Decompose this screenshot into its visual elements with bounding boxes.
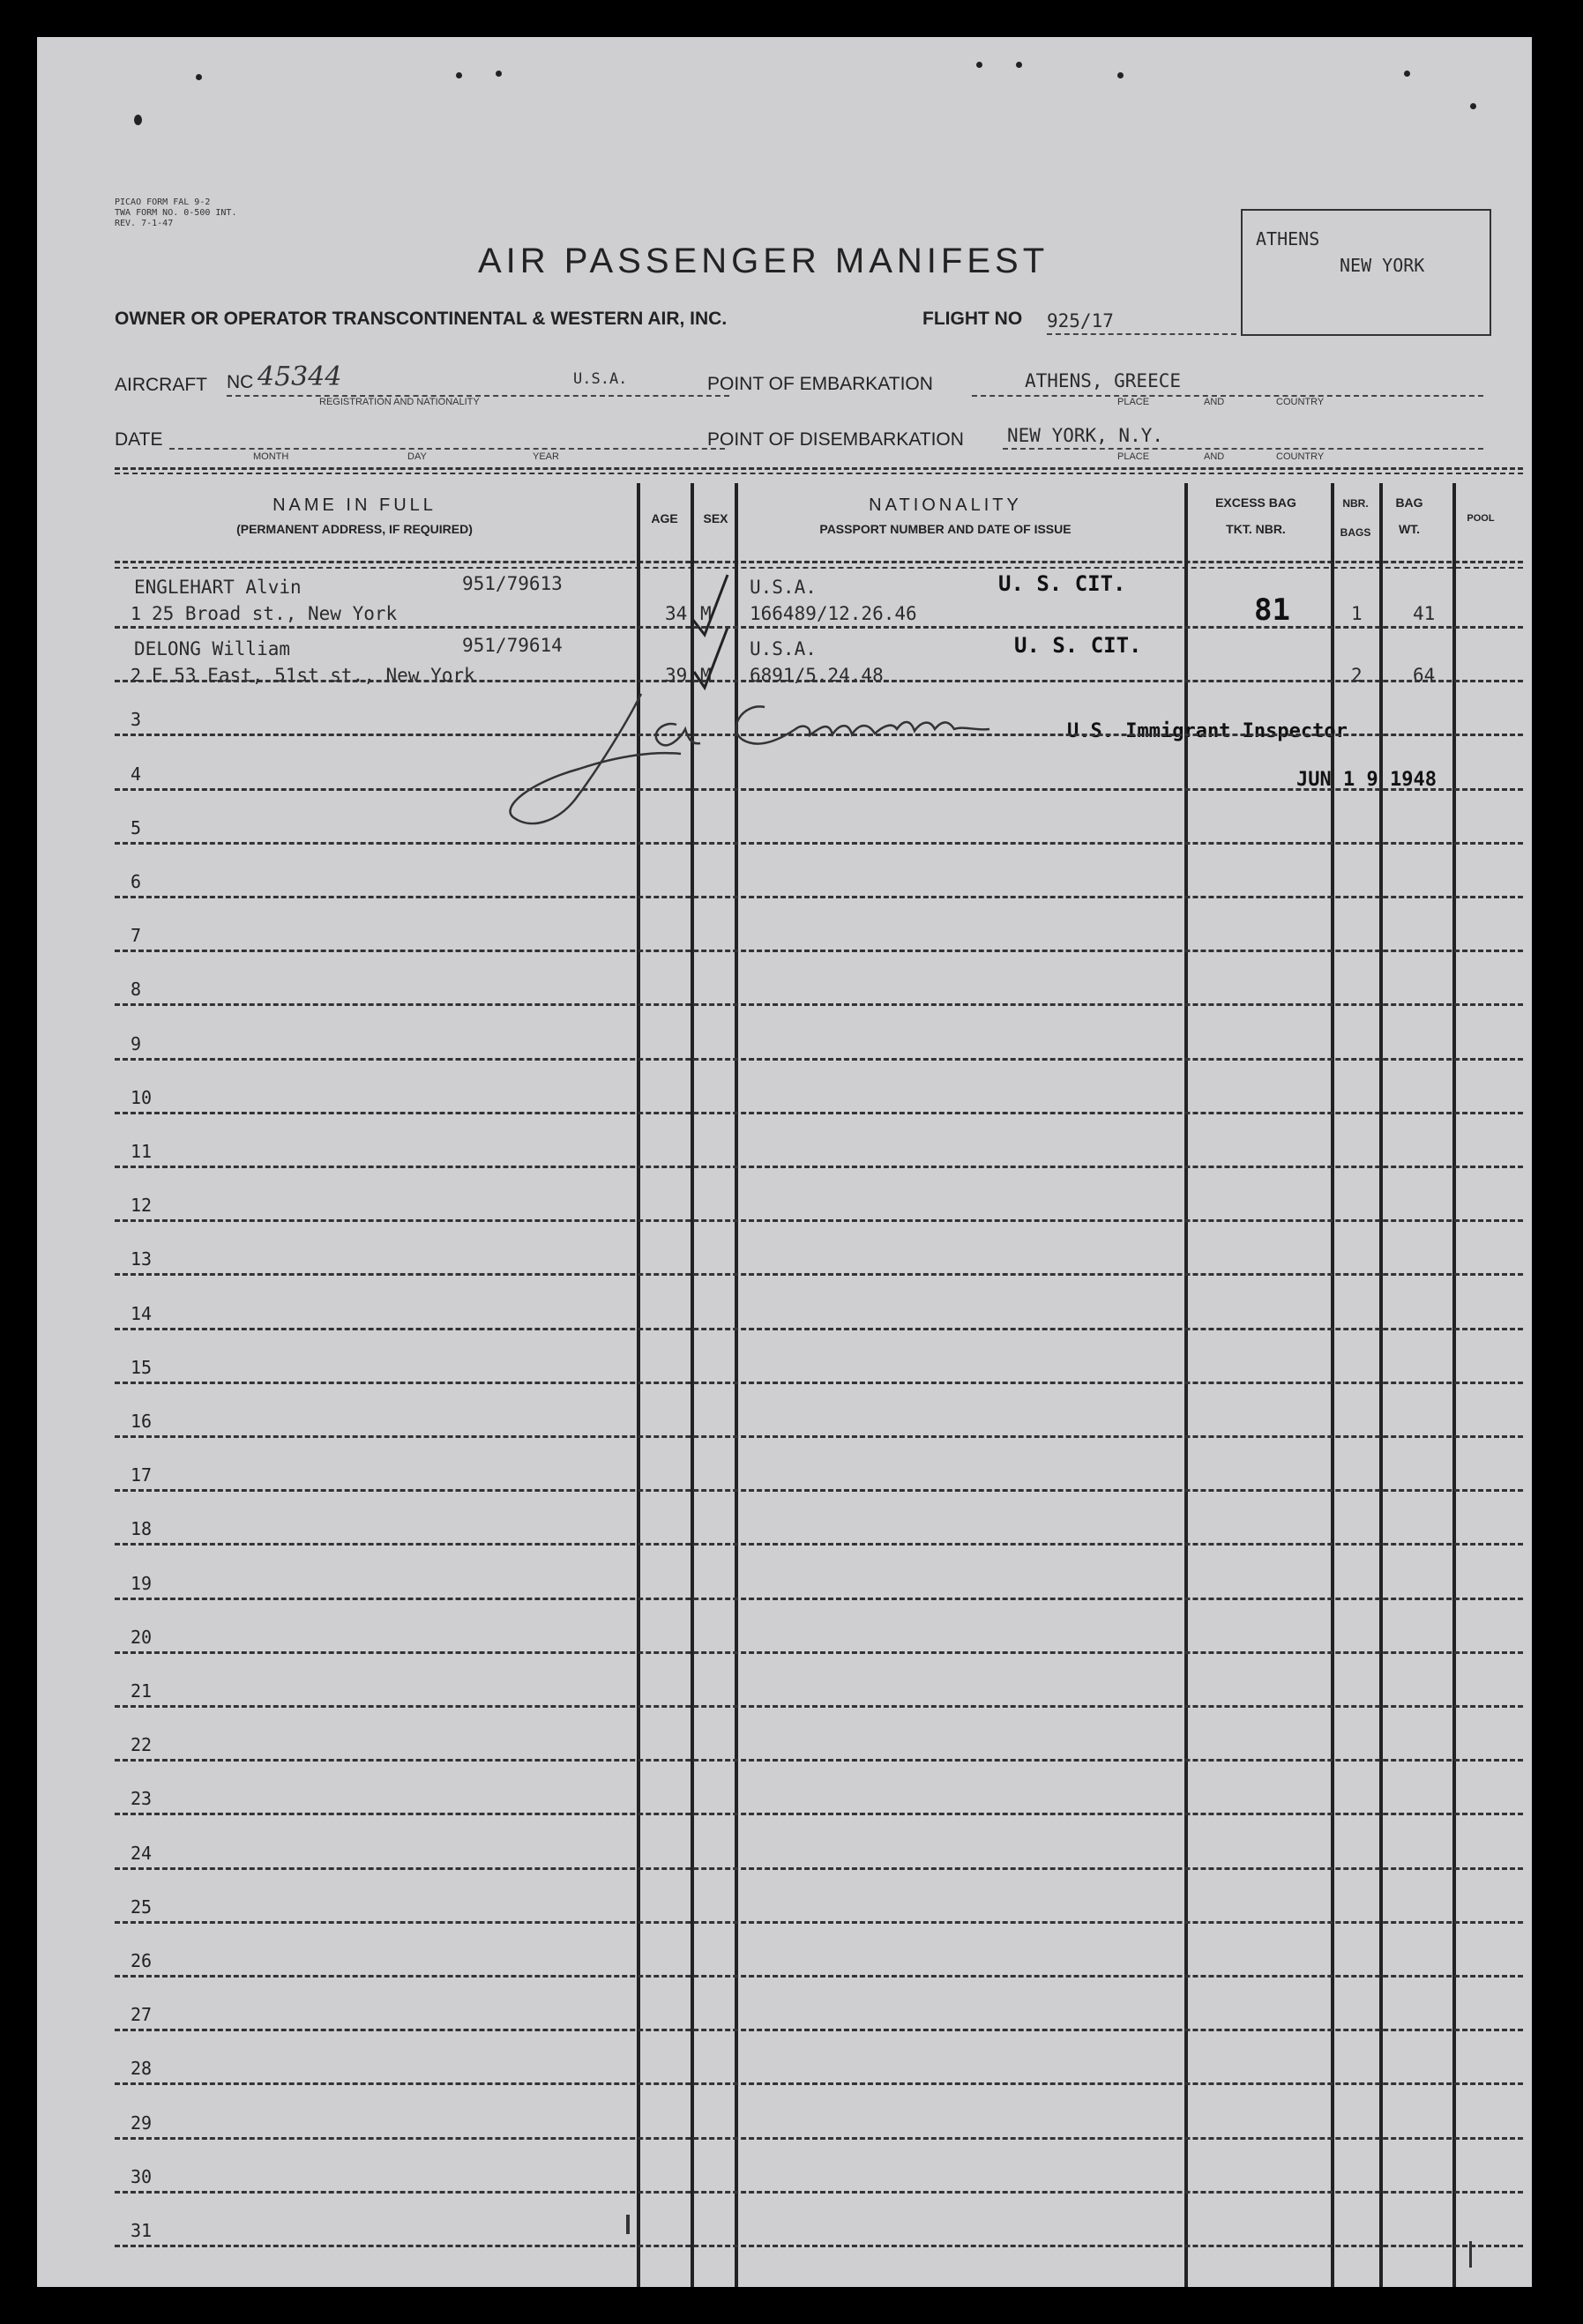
row-rule (115, 2245, 1523, 2247)
passenger-2-address: E 53 East, 51st st., New York (152, 665, 475, 686)
speck (1404, 71, 1410, 77)
col-excess-subheader: TKT. NBR. (1226, 522, 1286, 536)
col-sex-header: SEX (703, 511, 728, 525)
col-age-header: AGE (651, 511, 678, 525)
registration-caption: REGISTRATION AND NATIONALITY (319, 397, 480, 407)
row-number: 22 (131, 1734, 153, 1755)
manifest-sheet (37, 37, 1532, 2287)
row-number: 23 (131, 1788, 153, 1809)
row-number: 9 (131, 1033, 142, 1054)
row-rule (115, 1328, 1523, 1330)
row-rule (115, 1435, 1523, 1438)
col-divider-pool (1452, 483, 1456, 2287)
passenger-2-bag-weight: 64 (1413, 665, 1436, 686)
inspector-stamp: U.S. Immigrant Inspector (1067, 720, 1348, 742)
row-number: 26 (131, 1950, 153, 1971)
passenger-1-nationality: U.S.A. (750, 577, 817, 598)
row-number: 8 (131, 979, 142, 1000)
passenger-1-excess-ticket: 81 (1254, 592, 1290, 628)
row-rule (115, 1867, 1523, 1870)
passenger-1-age: 34 (665, 603, 688, 624)
month-caption: MONTH (253, 451, 289, 462)
year-caption: YEAR (533, 451, 559, 462)
col-divider-bagwt (1379, 483, 1383, 2287)
row-rule (115, 2137, 1523, 2140)
col-nbr-header: NBR. (1342, 497, 1369, 510)
row-rule (115, 1003, 1523, 1006)
col-name-subheader: (PERMANENT ADDRESS, IF REQUIRED) (236, 522, 473, 536)
row-number: 15 (131, 1357, 153, 1378)
passenger-2-nbr-bags: 2 (1351, 665, 1363, 686)
row-number: 12 (131, 1195, 153, 1216)
header-top-rule (115, 467, 1523, 470)
row-rule (115, 1166, 1523, 1168)
aircraft-number: 45344 (258, 361, 342, 392)
flight-label: FLIGHT NO (922, 309, 1023, 329)
form-code: PICAO FORM FAL 9-2 TWA FORM NO. 0-500 INT. REV. 7-1-47 (115, 197, 237, 228)
flight-number: 925/17 (1047, 310, 1114, 331)
passenger-2-citizen-stamp: U. S. CIT. (1014, 633, 1142, 658)
passenger-1-passport: 166489/12.26.46 (750, 603, 917, 624)
passenger-1-name: ENGLEHART Alvin (134, 577, 302, 598)
row-rule (115, 1975, 1523, 1978)
row-number: 14 (131, 1303, 153, 1324)
col-bagwt-subheader: WT. (1398, 522, 1421, 536)
row-rule (115, 1543, 1523, 1546)
passenger-2-passport: 6891/5.24.48 (750, 665, 884, 686)
aircraft-nationality: U.S.A. (573, 370, 628, 388)
passenger-2-age: 39 (665, 665, 688, 686)
disembark-rule (1003, 448, 1483, 450)
passenger-1-bag-weight: 41 (1413, 603, 1436, 624)
row-rule (115, 734, 1523, 736)
row-rule (115, 1273, 1523, 1276)
row-number: 2 (131, 665, 142, 686)
inspector-signature (496, 667, 1007, 835)
disembark-country-caption: COUNTRY (1276, 451, 1325, 462)
disembark-label: POINT OF DISEMBARKATION (707, 429, 964, 450)
row-rule (115, 1598, 1523, 1600)
disembark-value: NEW YORK, N.Y. (1007, 425, 1164, 446)
row-rule (115, 1651, 1523, 1654)
col-passport-header: PASSPORT NUMBER AND DATE OF ISSUE (819, 522, 1072, 536)
col-name-header: NAME IN FULL (273, 495, 437, 515)
col-bags-header: BAGS (1340, 526, 1371, 539)
flight-rule (1047, 333, 1236, 335)
speck (196, 74, 202, 80)
row-number: 28 (131, 2058, 153, 2079)
row-number: 1 (131, 603, 142, 624)
row-number: 13 (131, 1248, 153, 1270)
row-number: 11 (131, 1141, 153, 1162)
header-bottom-rule-2 (115, 567, 1523, 569)
header-top-rule-2 (115, 473, 1523, 474)
col-nationality-header: NATIONALITY (869, 495, 1022, 515)
inspector-date: JUN 1 9 1948 (1296, 769, 1437, 791)
row-rule (115, 2082, 1523, 2085)
speck (496, 71, 502, 77)
row-rule (115, 788, 1523, 791)
row-number: 24 (131, 1843, 153, 1864)
col-bagwt-header: BAG (1395, 495, 1423, 510)
page-title: AIR PASSENGER MANIFEST (478, 242, 1049, 280)
row-rule (115, 1058, 1523, 1061)
route-from: ATHENS (1256, 228, 1320, 250)
row-rule (115, 1921, 1523, 1924)
row-number: 16 (131, 1411, 153, 1432)
passenger-1-address: 25 Broad st., New York (152, 603, 398, 624)
row-number: 18 (131, 1518, 153, 1539)
row-number: 30 (131, 2166, 153, 2187)
speck (976, 62, 982, 68)
row-number: 25 (131, 1896, 153, 1918)
route-to: NEW YORK (1340, 255, 1425, 276)
row-rule (115, 626, 1523, 629)
row-rule (115, 1112, 1523, 1114)
row-rule (115, 1813, 1523, 1815)
row-number: 17 (131, 1464, 153, 1486)
row-number: 3 (131, 709, 142, 730)
col-excess-header: EXCESS BAG (1215, 495, 1296, 510)
row-number: 10 (131, 1087, 153, 1108)
row-rule (115, 1759, 1523, 1762)
passenger-1-nbr-bags: 1 (1351, 603, 1363, 624)
speck (1117, 72, 1124, 78)
day-caption: DAY (407, 451, 427, 462)
row-number: 7 (131, 925, 142, 946)
row-rule (115, 950, 1523, 952)
row-number: 29 (131, 2112, 153, 2134)
row-rule (115, 896, 1523, 898)
row-rule (115, 1219, 1523, 1222)
header-bottom-rule (115, 561, 1523, 563)
passenger-1-sex: M (700, 603, 712, 624)
speck (134, 115, 142, 125)
date-rule (169, 448, 725, 450)
passenger-2-ticket: 951/79614 (462, 635, 563, 656)
passenger-2-nationality: U.S.A. (750, 638, 817, 659)
row-rule (115, 680, 1523, 682)
pen-mark (626, 2215, 630, 2234)
row-rule (115, 1489, 1523, 1492)
row-rule (115, 1382, 1523, 1384)
aircraft-prefix: NC (227, 372, 254, 392)
row-number: 19 (131, 1573, 153, 1594)
row-rule (115, 842, 1523, 845)
pen-mark (1469, 2241, 1472, 2268)
row-rule (115, 2191, 1523, 2194)
passenger-1-citizen-stamp: U. S. CIT. (998, 571, 1126, 596)
embark-country-caption: COUNTRY (1276, 397, 1325, 407)
embark-place-caption: PLACE (1117, 397, 1150, 407)
col-pool-header: POOL (1467, 513, 1495, 524)
date-label: DATE (115, 429, 163, 450)
speck (456, 72, 462, 78)
row-rule (115, 1705, 1523, 1708)
passenger-2-sex: M (700, 665, 712, 686)
row-number: 31 (131, 2220, 153, 2241)
disembark-place-caption: PLACE (1117, 451, 1150, 462)
speck (1016, 62, 1022, 68)
disembark-and-caption: AND (1204, 451, 1225, 462)
owner-label: OWNER OR OPERATOR TRANSCONTINENTAL & WESTERN AIR, INC. (115, 309, 728, 329)
embark-label: POINT OF EMBARKATION (707, 374, 933, 394)
aircraft-label: AIRCRAFT (115, 375, 207, 395)
row-number: 5 (131, 817, 142, 838)
passenger-1-ticket: 951/79613 (462, 573, 563, 594)
route-box (1241, 209, 1491, 336)
speck (1470, 103, 1476, 109)
col-divider-nbr (1331, 483, 1334, 2287)
passenger-2-name: DELONG William (134, 638, 291, 659)
row-number: 4 (131, 763, 142, 785)
embark-value: ATHENS, GREECE (1025, 370, 1182, 391)
row-number: 21 (131, 1680, 153, 1702)
embark-and-caption: AND (1204, 397, 1225, 407)
row-number: 6 (131, 871, 142, 892)
col-divider-excess (1184, 483, 1188, 2287)
row-rule (115, 2029, 1523, 2031)
row-number: 20 (131, 1627, 153, 1648)
embark-rule (972, 395, 1483, 397)
row-number: 27 (131, 2004, 153, 2025)
